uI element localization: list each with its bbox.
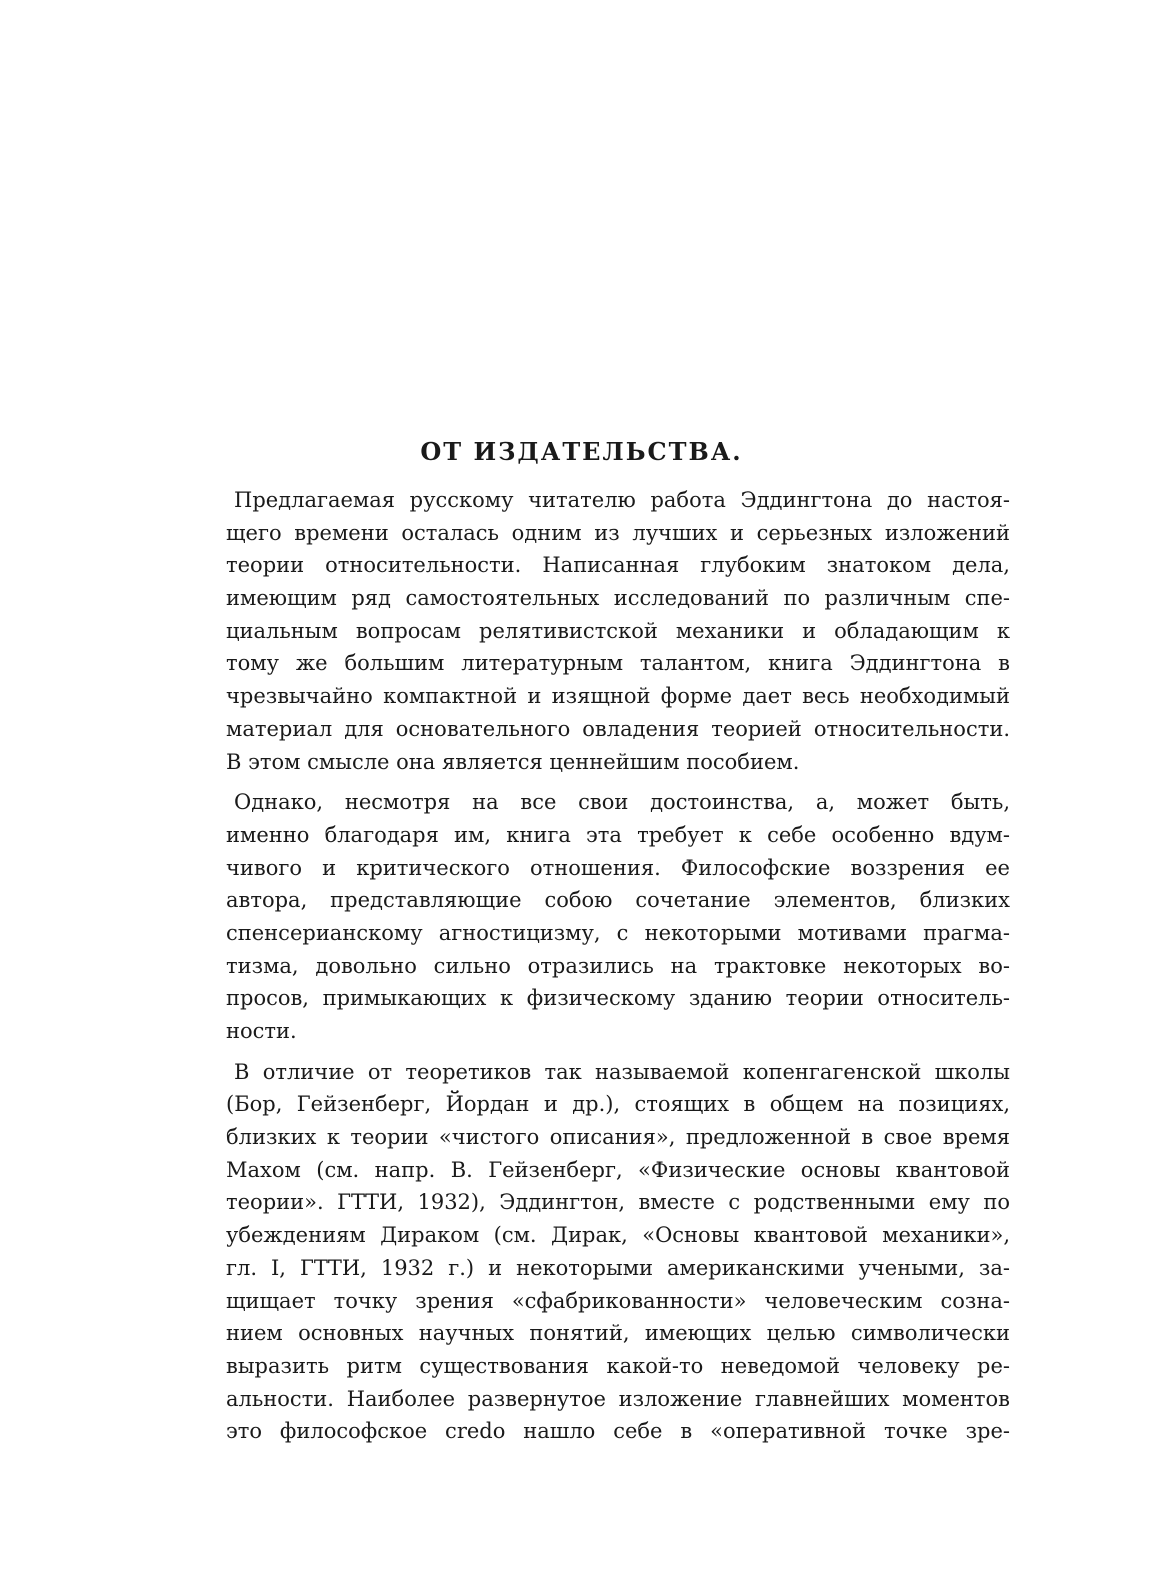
text-line: это философское credo нашло себе в «оперативной точке зре- — [226, 1419, 1010, 1444]
body-text — [226, 484, 1010, 1456]
text-line: именно благодаря им, книга эта требует к себе особенно вдум- — [226, 822, 1010, 847]
text-line: (Бор, Гейзенберг, Йордан и др.), стоящих в общем на позициях, — [226, 1092, 1010, 1117]
text-line: теории относительности. Написанная глубоким знатоком дела, — [226, 553, 1010, 578]
text-line: имеющим ряд самостоятельных исследований по различным спе- — [226, 586, 1010, 611]
text-line: В отличие от теоретиков так называемой копенгагенской школы — [234, 1059, 1010, 1084]
text-line: автора, представляющие собою сочетание элементов, близких — [226, 888, 1010, 913]
text-line: тому же большим литературным талантом, книга Эддингтона в — [226, 651, 1010, 676]
text-line: щищает точку зрения «сфабрикованности» человеческим созна- — [226, 1288, 1010, 1313]
text-line: просов, примыкающих к физическому зданию теории относитель- — [226, 986, 1010, 1011]
text-line: щего времени осталась одним из лучших и серьезных изложений — [226, 520, 1010, 545]
text-line: выразить ритм существования какой-то неведомой человеку ре- — [226, 1353, 1010, 1378]
text-line: теории». ГТТИ, 1932), Эддингтон, вместе с родственными ему по — [226, 1190, 1010, 1215]
text-line: Махом (см. напр. В. Гейзенберг, «Физические основы квантовой — [226, 1157, 1010, 1182]
page-title: ОТ ИЗДАТЕЛЬСТВА. — [420, 437, 743, 466]
text-line: нием основных научных понятий, имеющих целью символически — [226, 1321, 1010, 1346]
text-line: чивого и критического отношения. Философские воззрения ее — [226, 855, 1010, 880]
paragraph — [226, 1056, 1010, 1448]
text-line: циальным вопросам релятивистской механики и обладающим к — [226, 618, 1010, 643]
text-line: альности. Наиболее развернутое изложение главнейших моментов — [226, 1386, 1010, 1411]
text-line: спенсерианскому агностицизму, с некоторыми мотивами прагма- — [226, 920, 1010, 945]
text-line: близких к теории «чистого описания», предложенной в свое время — [226, 1125, 1010, 1150]
text-line: гл. I, ГТТИ, 1932 г.) и некоторыми американскими учеными, за- — [226, 1255, 1010, 1280]
paragraph — [226, 786, 1010, 1048]
text-line: Однако, несмотря на все свои достоинства, а, может быть, — [234, 790, 1010, 815]
text-line: ности. — [226, 1019, 297, 1043]
text-line: убеждениям Дираком (см. Дирак, «Основы квантовой механики», — [226, 1223, 1010, 1248]
text-line: Предлагаемая русскому читателю работа Эддингтона до настоя- — [234, 488, 1010, 512]
text-line: В этом смысле она является ценнейшим пособием. — [226, 749, 800, 774]
text-line: тизма, довольно сильно отразились на трактовке некоторых во- — [226, 953, 1010, 978]
paragraph — [226, 484, 1010, 778]
text-line: материал для основательного овладения теорией относительности. — [226, 716, 1010, 741]
text-line: чрезвычайно компактной и изящной форме дает весь необходимый — [226, 684, 1010, 709]
